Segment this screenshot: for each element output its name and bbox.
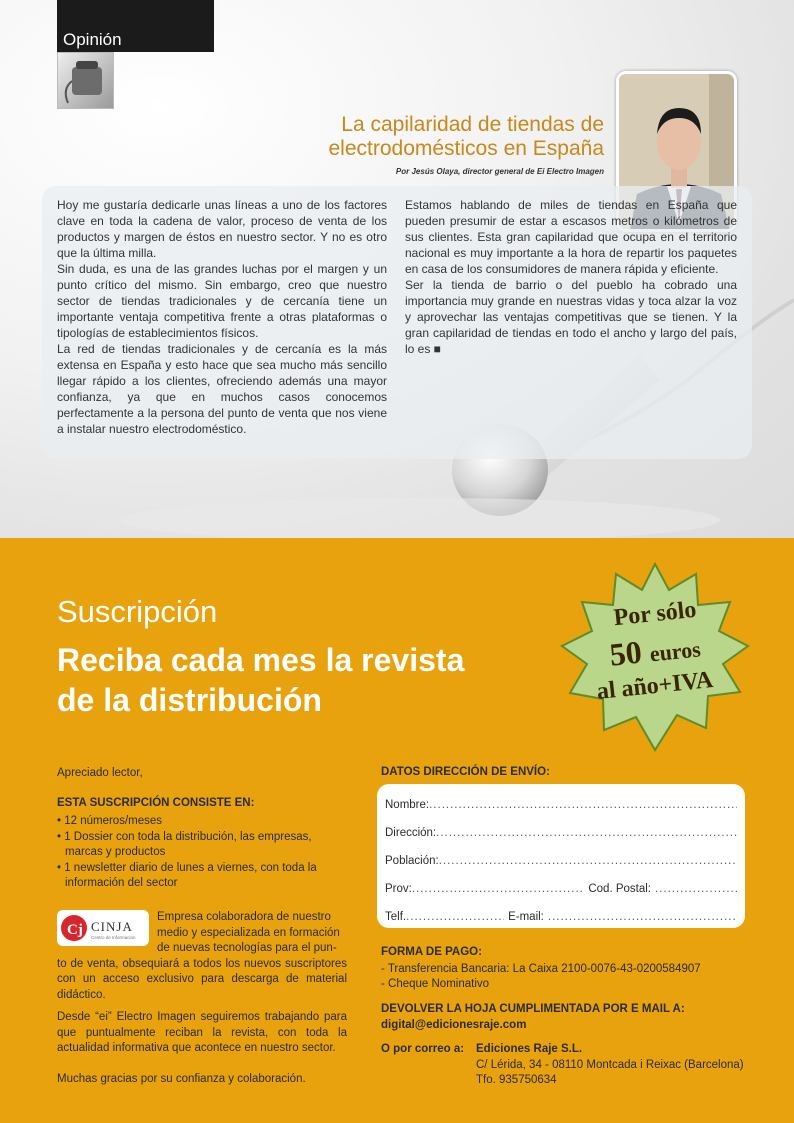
- list-item: • 1 Dossier con toda la distribución, las empresas, marcas y productos: [57, 830, 312, 858]
- paragraph: La red de tiendas tradicionales y de cercanía es la más extensa en España y esto hace que sea mucho más sencillo llegar rápido a los clientes, ofreciendo además una mayor confianza, ya que en muchos casos conocemos perfectamente a la persona del punto de venta que nos viene a instalar nuestro electrodoméstico.: [57, 342, 387, 436]
- list-item: • 1 newsletter diario de lunes a viernes, con toda la información del sector: [57, 861, 317, 889]
- subscription-headline-line-1: Reciba cada mes la revista: [57, 642, 465, 678]
- opinion-section: [0, 0, 794, 538]
- paragraph: Ser la tienda de barrio o del pueblo ha cobrado una importancia muy grande en nuestras vidas y toca alzar la voz y aprovechar las ventajas competitivas que se tienen. Y la gran capilaridad de tiendas en todo el ancho y largo del país, lo es ■: [405, 278, 737, 356]
- article-headline: [329, 113, 605, 161]
- badge-price-unit: euros: [648, 636, 702, 667]
- cinja-line-b: medio y especializada en formación: [157, 926, 340, 939]
- payment-title: FORMA DE PAGO:: [381, 946, 482, 958]
- city-label: Población:: [385, 855, 439, 867]
- mail-address: C/ Lérida, 34 - 08110 Montcada i Reixac (Barcelona): [476, 1059, 744, 1071]
- payment-cheque: - Cheque Nominativo: [381, 978, 490, 990]
- email-label: E-mail:: [508, 911, 544, 923]
- cinja-logo-text: CINJA: [91, 919, 133, 934]
- cinja-line-c: de nuevas tecnologías para el pun-: [157, 942, 337, 954]
- return-title: DEVOLVER LA HOJA CUMPLIMENTADA POR E MAIL A:: [381, 1003, 685, 1015]
- cinja-line-a: Empresa colaboradora de nuestro: [157, 911, 331, 923]
- greeting: Apreciado lector,: [57, 767, 143, 779]
- postal-field[interactable]: [655, 883, 737, 895]
- province-postal-row: [385, 883, 737, 895]
- phone-email-row: [385, 911, 737, 923]
- phone-field[interactable]: [406, 911, 504, 923]
- payment-transfer: - Transferencia Bancaria: La Caixa 2100-0076-43-0200584907: [381, 963, 701, 975]
- headline-line-1: La capilaridad de tiendas de: [341, 113, 604, 136]
- name-field[interactable]: [385, 799, 737, 811]
- mail-company: Ediciones Raje S.L.: [476, 1043, 583, 1055]
- subscription-headline: [57, 640, 464, 720]
- subscription-headline-line-2: de la distribución: [57, 682, 322, 718]
- mail-phone: Tfo. 935750634: [476, 1074, 557, 1086]
- cinja-logo-subtext: Centro de Información: [91, 935, 136, 940]
- return-email-link[interactable]: digital@edicionesraje.com: [381, 1019, 527, 1031]
- byline: Por Jesús Olaya, director general de Ei Electro Imagen: [395, 167, 604, 176]
- section-tab: [57, 0, 214, 52]
- svg-text:Cj: Cj: [67, 922, 83, 938]
- badge-line-3: al año+IVA: [595, 666, 715, 706]
- subscription-title: Suscripción: [57, 594, 218, 629]
- closing-text: Desde “ei” Electro Imagen seguiremos trabajando para que puntualmente reciban la revista, con toda la actualidad informativa que acontece en nuestro sector.: [57, 1011, 347, 1054]
- email-field[interactable]: [548, 911, 737, 923]
- article-column-2: [405, 197, 737, 357]
- subscription-items: [57, 814, 347, 892]
- phone-label: Telf.: [385, 911, 407, 923]
- paragraph: Hoy me gustaría dedicarle unas líneas a uno de los factores clave en toda la cadena de valor, proceso de venta de los productos y margen de éstos en nuestro sector. Y no es otro que la última milla.: [57, 198, 387, 260]
- badge-price-value: 50: [607, 633, 644, 673]
- shipping-form: [377, 784, 745, 928]
- thanks-text: Muchas gracias por su confianza y colaboración.: [57, 1073, 306, 1085]
- section-label: Opinión: [63, 30, 122, 49]
- city-field[interactable]: [385, 855, 737, 867]
- telephone-thumbnail: [57, 52, 114, 109]
- postal-label: Cod. Postal:: [588, 883, 651, 895]
- article-column-1: [57, 197, 387, 437]
- cinja-line-d: to de venta, obsequiará a todos los nuevos suscriptores con un acceso exclusivo para descarga de material didáctico.: [57, 957, 347, 1001]
- consists-title: ESTA SUSCRIPCIÓN CONSISTE EN:: [57, 797, 255, 809]
- cinja-logo: [57, 910, 149, 946]
- address-field[interactable]: [385, 827, 737, 839]
- name-label: Nombre:: [385, 799, 430, 811]
- paragraph: Sin duda, es una de las grandes luchas por el margen y un punto crítico del mismo. Sin embargo, creo que nuestro sector de tiendas tradicionales y de cercanía tiene un importante ventaja competitiva frente a otras plataformas o tipologías de establecimientos físicos.: [57, 262, 387, 340]
- mail-label: O por correo a:: [381, 1043, 465, 1055]
- province-field[interactable]: [412, 883, 585, 895]
- shipping-title: DATOS DIRECCIÓN DE ENVÍO:: [381, 766, 550, 778]
- province-label: Prov:: [385, 883, 412, 895]
- paragraph: Estamos hablando de miles de tiendas en España que pueden presumir de estar a escasos metros o kilómetros de sus clientes. Esta gran capilaridad que ocupa en el territorio nacional es muy importante a la hora de repartir los paquetes en casa de los consumidores de manera rápida y eficiente.: [405, 198, 737, 276]
- headline-line-2: electrodomésticos en España: [328, 137, 604, 160]
- list-item: • 12 números/meses: [57, 815, 163, 827]
- badge-line-1: Por sólo: [612, 596, 698, 632]
- address-label: Dirección:: [385, 827, 437, 839]
